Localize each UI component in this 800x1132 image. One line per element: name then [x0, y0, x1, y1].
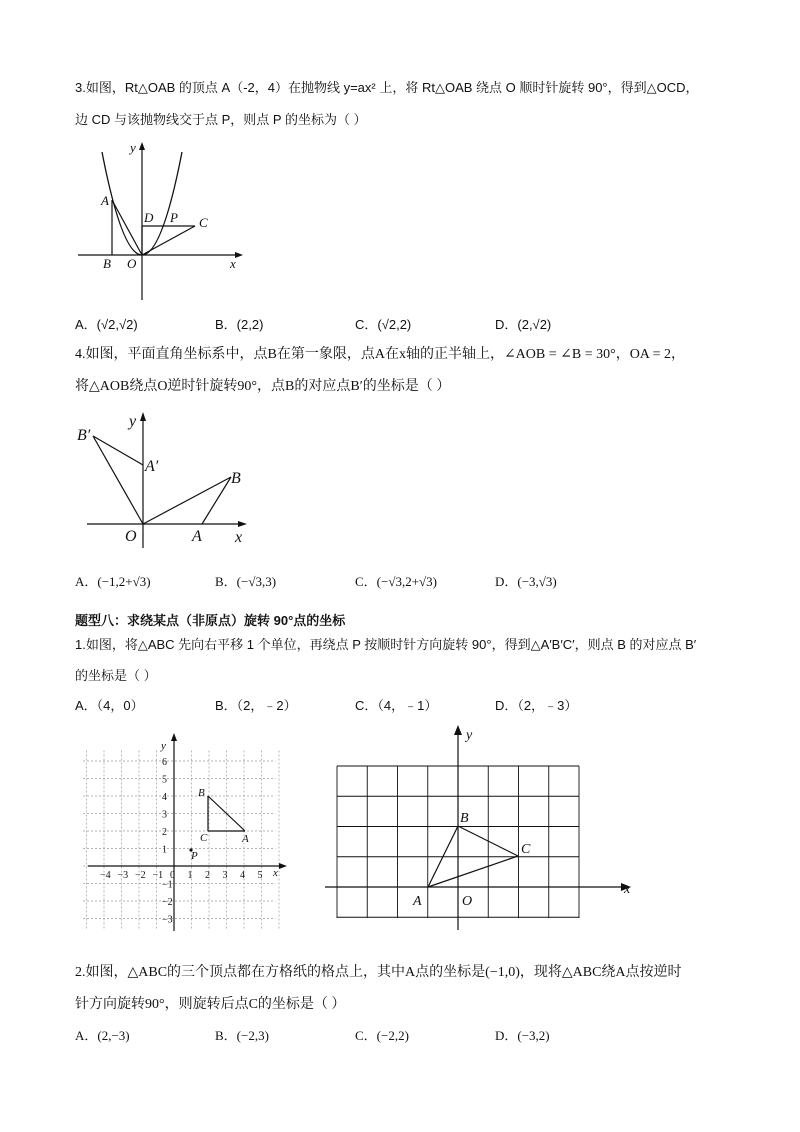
q3-option-d[interactable]: D．(2,√2) — [495, 317, 552, 332]
s8-q2-option-a[interactable]: A．(2,−3) — [75, 1028, 130, 1043]
q4-stem-line2: 将△AOB绕点O逆时针旋转90°，点B的对应点B′的坐标是（ ） — [75, 379, 451, 394]
q4-label-y: y — [129, 413, 137, 430]
y-tick-label: 2 — [162, 827, 167, 838]
s8-q1-label-B: B — [198, 787, 205, 799]
q3-label-C: C — [199, 215, 208, 230]
q3-label-y: y — [130, 140, 136, 155]
s8-q2-stem-line2: 针方向旋转90°，则旋转后点C的坐标是（ ） — [75, 997, 346, 1012]
s8-q1-label-x: x — [273, 867, 278, 879]
q3-label-x: x — [230, 256, 236, 271]
q3-label-O: O — [127, 256, 137, 271]
q4-option-c[interactable]: C．(−√3,2+√3) — [355, 574, 438, 589]
x-tick-label: −3 — [117, 870, 129, 881]
q3-label-P: P — [170, 210, 178, 225]
q3-option-a[interactable]: A．(√2,√2) — [75, 317, 138, 332]
fig2-label-x: x — [624, 882, 631, 897]
s8-q1-option-d[interactable]: D．（2，﹣3） — [495, 698, 578, 713]
q4-label-O: O — [125, 528, 137, 545]
y-tick-label: −2 — [162, 897, 173, 908]
x-tick-label: 5 — [257, 870, 263, 881]
q4-label-A: A — [192, 528, 202, 545]
q3-label-D: D — [144, 210, 154, 225]
fig2-label-A: A — [413, 894, 422, 909]
q4-label-B: B — [231, 470, 241, 487]
q3-stem-line2: 边 CD 与该抛物线交于点 P，则点 P 的坐标为（ ） — [75, 112, 367, 127]
s8-q1-label-C: C — [200, 832, 208, 844]
s8-q1-label-P: P — [191, 850, 198, 862]
fig2-figure — [325, 725, 645, 930]
x-tick-label: 0 — [170, 870, 175, 881]
q3-label-A: A — [101, 193, 109, 208]
q4-option-d[interactable]: D．(−3,√3) — [495, 574, 557, 589]
s8-q1-option-b[interactable]: B．（2，﹣2） — [215, 698, 297, 713]
s8-q1-stem-line1: 1.如图，将△ABC 先向右平移 1 个单位，再绕点 P 按顺时针方向旋转 90°，得到△A′B′C′，则点 B 的对应点 B′ — [75, 637, 697, 652]
s8-q1-figure — [85, 733, 295, 933]
fig2-label-O: O — [462, 894, 473, 909]
y-tick-label: −1 — [162, 879, 173, 891]
q3-option-c[interactable]: C．(√2,2) — [355, 317, 412, 332]
fig2-label-y: y — [466, 728, 473, 743]
s8-q1-option-c[interactable]: C．（4，﹣1） — [355, 698, 438, 713]
s8-q2-option-b[interactable]: B．(−2,3) — [215, 1028, 269, 1043]
x-tick-label: −2 — [135, 870, 146, 881]
q4-label-Bprime: B′ — [77, 427, 91, 444]
s8-q1-stem-line2: 的坐标是（ ） — [75, 668, 157, 683]
q4-stem-line1: 4.如图，平面直角坐标系中，点B在第一象限，点A在x轴的正半轴上，∠AOB = ∠B = 30°，OA = 2， — [75, 347, 686, 362]
y-tick-label: 3 — [162, 809, 167, 821]
y-tick-label: 5 — [162, 774, 167, 786]
x-tick-label: 2 — [205, 870, 210, 881]
s8-q1-label-A: A — [242, 833, 249, 845]
q3-figure — [75, 140, 255, 305]
x-tick-label: 3 — [222, 870, 228, 881]
x-tick-label: 1 — [187, 870, 193, 881]
q3-stem-line1: 3.如图，Rt△OAB 的顶点 A（-2，4）在抛物线 y=ax² 上，将 Rt△OAB 绕点 O 顺时针旋转 90°，得到△OCD， — [75, 80, 699, 95]
x-tick-label: −1 — [152, 870, 164, 881]
y-tick-label: 1 — [162, 844, 167, 856]
x-tick-label: 4 — [240, 870, 245, 881]
x-tick-label: −4 — [100, 870, 111, 881]
fig2-label-C: C — [521, 842, 531, 857]
q3-option-b[interactable]: B．(2,2) — [215, 317, 264, 332]
q4-option-b[interactable]: B．(−√3,3) — [215, 574, 277, 589]
q3-label-B: B — [103, 256, 111, 271]
q4-label-Aprime: A′ — [145, 458, 159, 475]
s8-q2-stem-line1: 2.如图，△ABC的三个顶点都在方格纸的格点上，其中A点的坐标是(−1,0)，现将△ABC绕A点按逆时 — [75, 965, 682, 980]
s8-q2-option-c[interactable]: C．(−2,2) — [355, 1028, 409, 1043]
q4-label-x: x — [235, 529, 243, 546]
q4-figure — [75, 410, 265, 550]
s8-q2-option-d[interactable]: D．(−3,2) — [495, 1028, 550, 1043]
q4-option-a[interactable]: A．(−1,2+√3) — [75, 574, 151, 589]
y-tick-label: 6 — [162, 757, 167, 768]
s8-q1-option-a[interactable]: A．（4，0） — [75, 698, 144, 713]
y-tick-label: −3 — [162, 914, 173, 926]
y-tick-label: 4 — [162, 792, 167, 803]
s8-q1-label-y: y — [161, 740, 166, 752]
fig2-label-B: B — [460, 811, 469, 826]
section-heading: 题型八：求绕某点（非原点）旋转 90°点的坐标 — [75, 613, 346, 628]
